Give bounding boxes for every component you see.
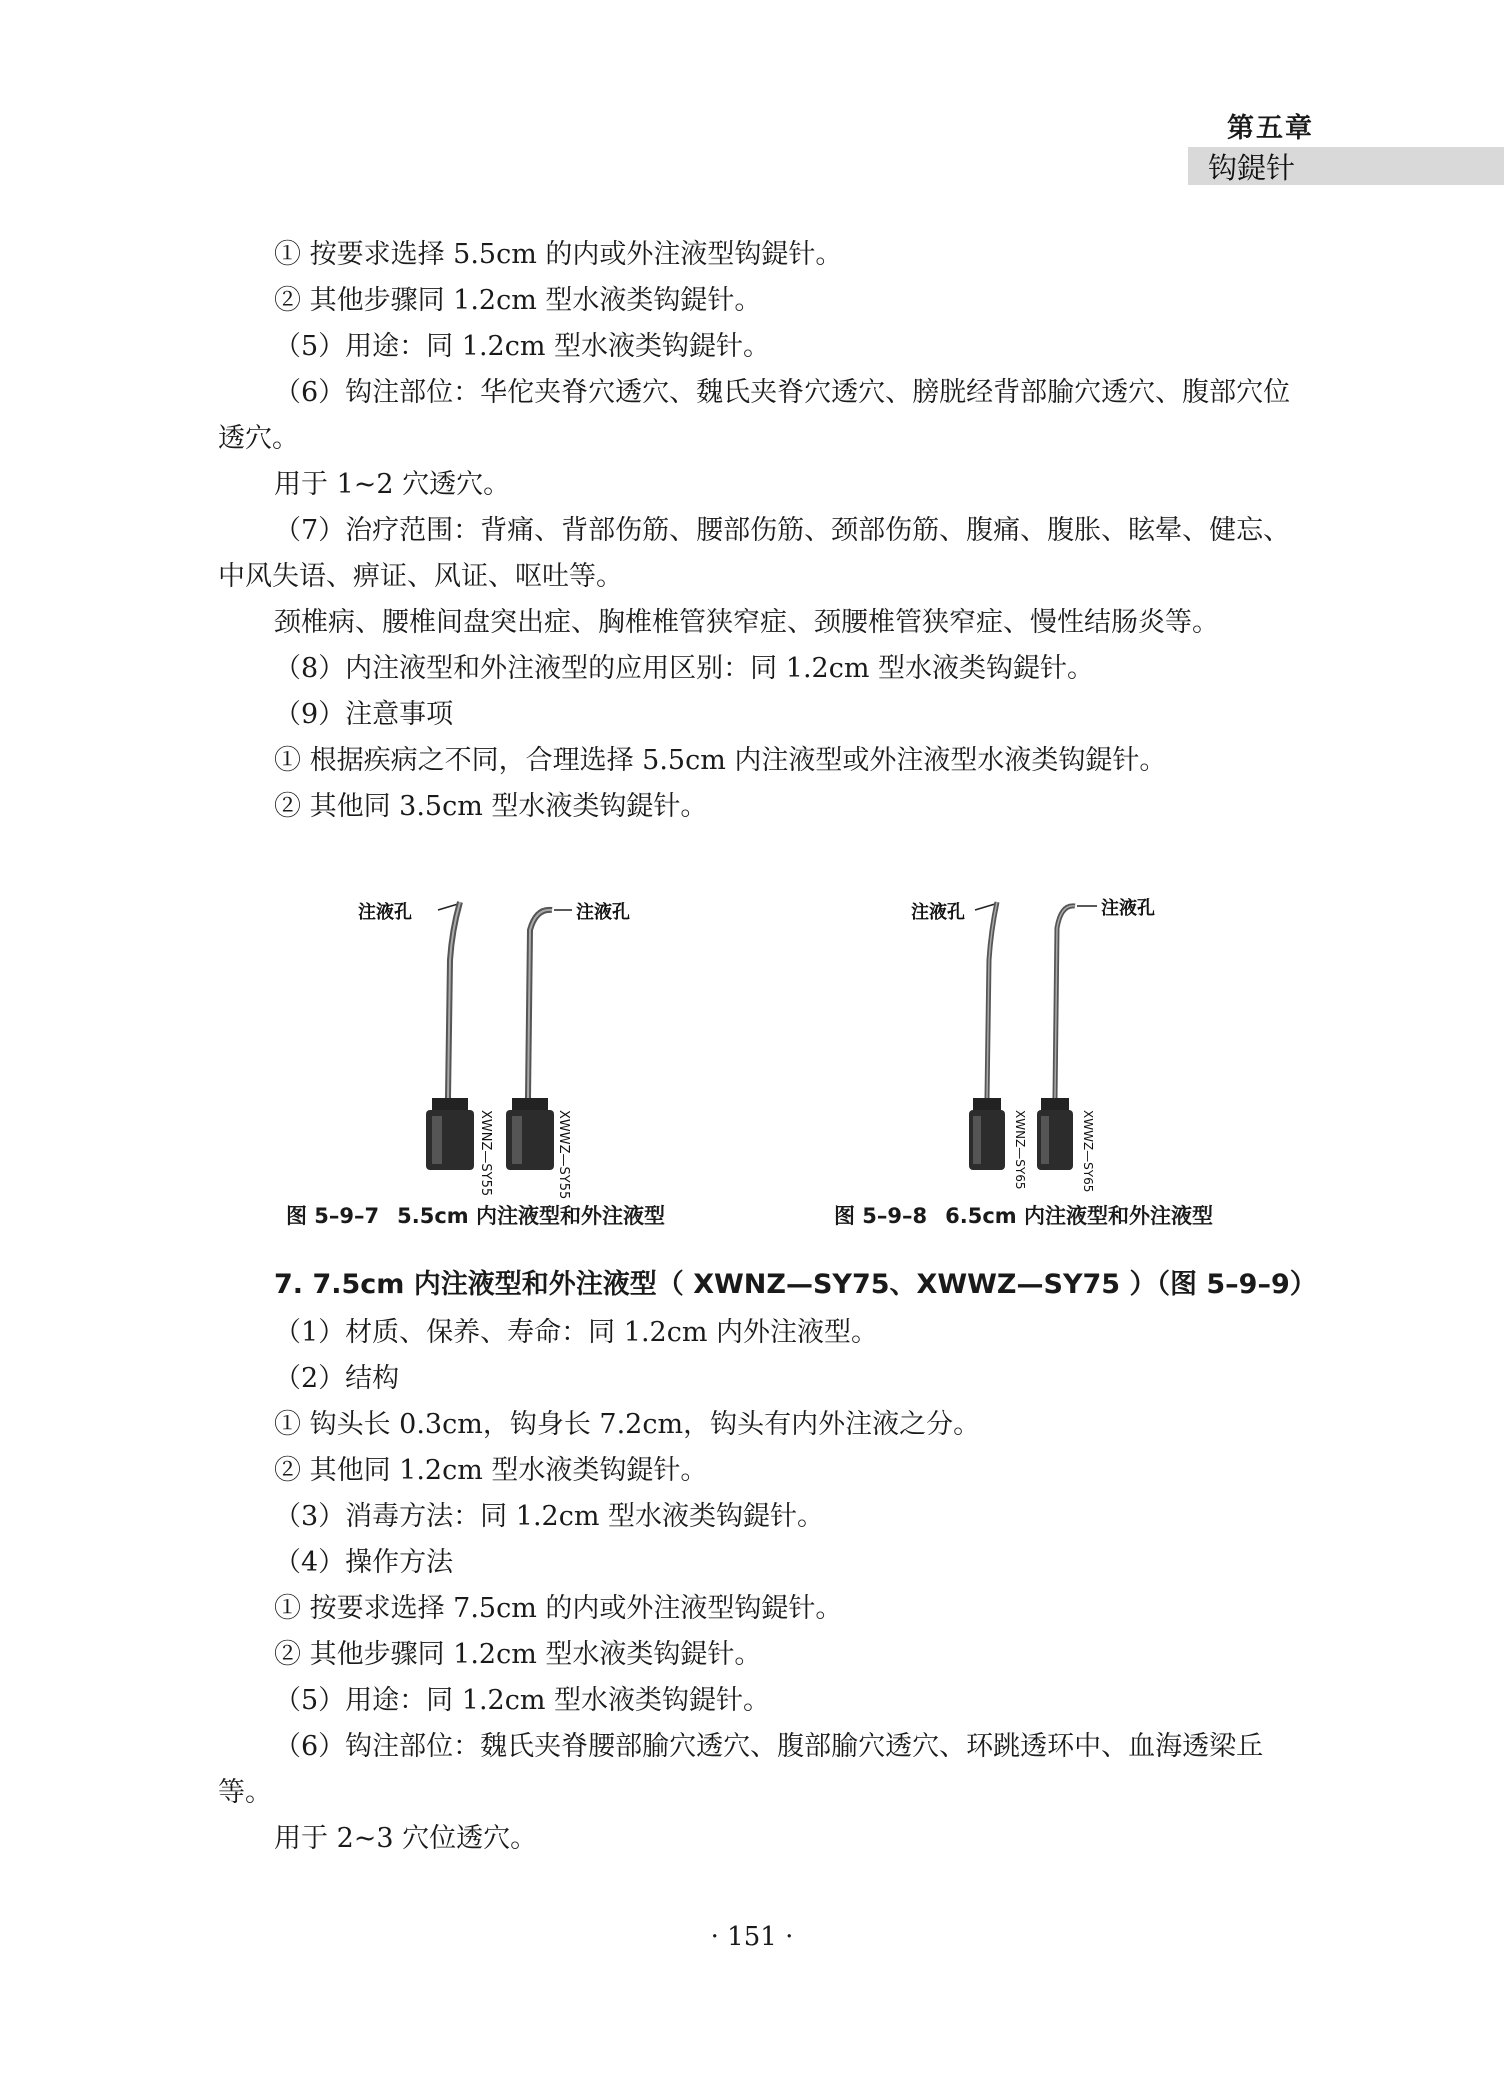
paragraph: （4）操作方法 bbox=[274, 1547, 454, 1578]
paragraph: ② 其他同 1.2cm 型水液类钩鍉针。 bbox=[274, 1455, 708, 1486]
paragraph: ② 其他同 3.5cm 型水液类钩鍉针。 bbox=[274, 791, 708, 822]
paragraph: （8）内注液型和外注液型的应用区别：同 1.2cm 型水液类钩鍉针。 bbox=[274, 653, 1095, 684]
text-block-1 bbox=[218, 232, 1308, 830]
paragraph: 用于 2~3 穴位透穴。 bbox=[274, 1823, 538, 1854]
injection-hole-label: 注液孔 bbox=[911, 902, 965, 923]
paragraph: （9）注意事项 bbox=[274, 699, 454, 730]
figure-caption bbox=[286, 1200, 665, 1230]
caption-text: 6.5cm 内注液型和外注液型 bbox=[945, 1204, 1213, 1228]
figure-5-9-8 bbox=[905, 880, 1185, 1200]
paragraph: （5）用途：同 1.2cm 型水液类钩鍉针。 bbox=[274, 331, 771, 362]
injection-hole-label: 注液孔 bbox=[576, 902, 630, 923]
caption-text: 5.5cm 内注液型和外注液型 bbox=[397, 1204, 665, 1228]
paragraph: （2）结构 bbox=[274, 1363, 400, 1394]
paragraph: （6）钩注部位：魏氏夹脊腰部腧穴透穴、腹部腧穴透穴、环跳透环中、血海透梁丘等。 bbox=[218, 1731, 1264, 1808]
needle-engraving: XWWZ—SY55 bbox=[556, 1110, 571, 1200]
chapter-label: 第五章 bbox=[1227, 113, 1314, 144]
paragraph: ② 其他步骤同 1.2cm 型水液类钩鍉针。 bbox=[274, 285, 762, 316]
paragraph: （7）治疗范围：背痛、背部伤筋、腰部伤筋、颈部伤筋、腹痛、腹胀、眩晕、健忘、中风失语、痹证、风证、呕吐等。 bbox=[218, 515, 1291, 592]
injection-hole-label: 注液孔 bbox=[1101, 898, 1155, 919]
needle-engraving: XWNZ—SY65 bbox=[1013, 1110, 1027, 1190]
figure-5-9-7 bbox=[340, 880, 640, 1200]
text-block-2 bbox=[218, 1310, 1308, 1862]
figure-caption bbox=[834, 1200, 1213, 1230]
paragraph: （3）消毒方法：同 1.2cm 型水液类钩鍉针。 bbox=[274, 1501, 825, 1532]
paragraph: （1）材质、保养、寿命：同 1.2cm 内外注液型。 bbox=[274, 1317, 879, 1348]
paragraph: ① 按要求选择 5.5cm 的内或外注液型钩鍉针。 bbox=[274, 239, 843, 270]
page-number: · 151 · bbox=[710, 1922, 794, 1952]
needle-illustration bbox=[905, 880, 1185, 1200]
header-title: 钩鍉针 bbox=[1208, 151, 1296, 185]
paragraph: ① 钩头长 0.3cm，钩身长 7.2cm，钩头有内外注液之分。 bbox=[274, 1409, 981, 1440]
caption-number: 图 5–9–8 bbox=[834, 1204, 928, 1228]
paragraph: ① 根据疾病之不同，合理选择 5.5cm 内注液型或外注液型水液类钩鍉针。 bbox=[274, 745, 1167, 776]
paragraph: 用于 1~2 穴透穴。 bbox=[274, 469, 511, 500]
injection-hole-label: 注液孔 bbox=[358, 902, 412, 923]
paragraph: 颈椎病、腰椎间盘突出症、胸椎椎管狭窄症、颈腰椎管狭窄症、慢性结肠炎等。 bbox=[274, 607, 1219, 638]
paragraph: ① 按要求选择 7.5cm 的内或外注液型钩鍉针。 bbox=[274, 1593, 843, 1624]
paragraph: （5）用途：同 1.2cm 型水液类钩鍉针。 bbox=[274, 1685, 771, 1716]
paragraph: （6）钩注部位：华佗夹脊穴透穴、魏氏夹脊穴透穴、膀胱经背部腧穴透穴、腹部穴位透穴。 bbox=[218, 377, 1291, 454]
paragraph: ② 其他步骤同 1.2cm 型水液类钩鍉针。 bbox=[274, 1639, 762, 1670]
needle-engraving: XWWZ—SY65 bbox=[1081, 1110, 1095, 1193]
section-heading: 7. 7.5cm 内注液型和外注液型（ XWNZ—SY75、XWWZ—SY75 ）（图 5–9–9） bbox=[274, 1269, 1317, 1300]
needle-engraving: XWNZ—SY55 bbox=[478, 1110, 493, 1197]
caption-number: 图 5–9–7 bbox=[286, 1204, 380, 1228]
